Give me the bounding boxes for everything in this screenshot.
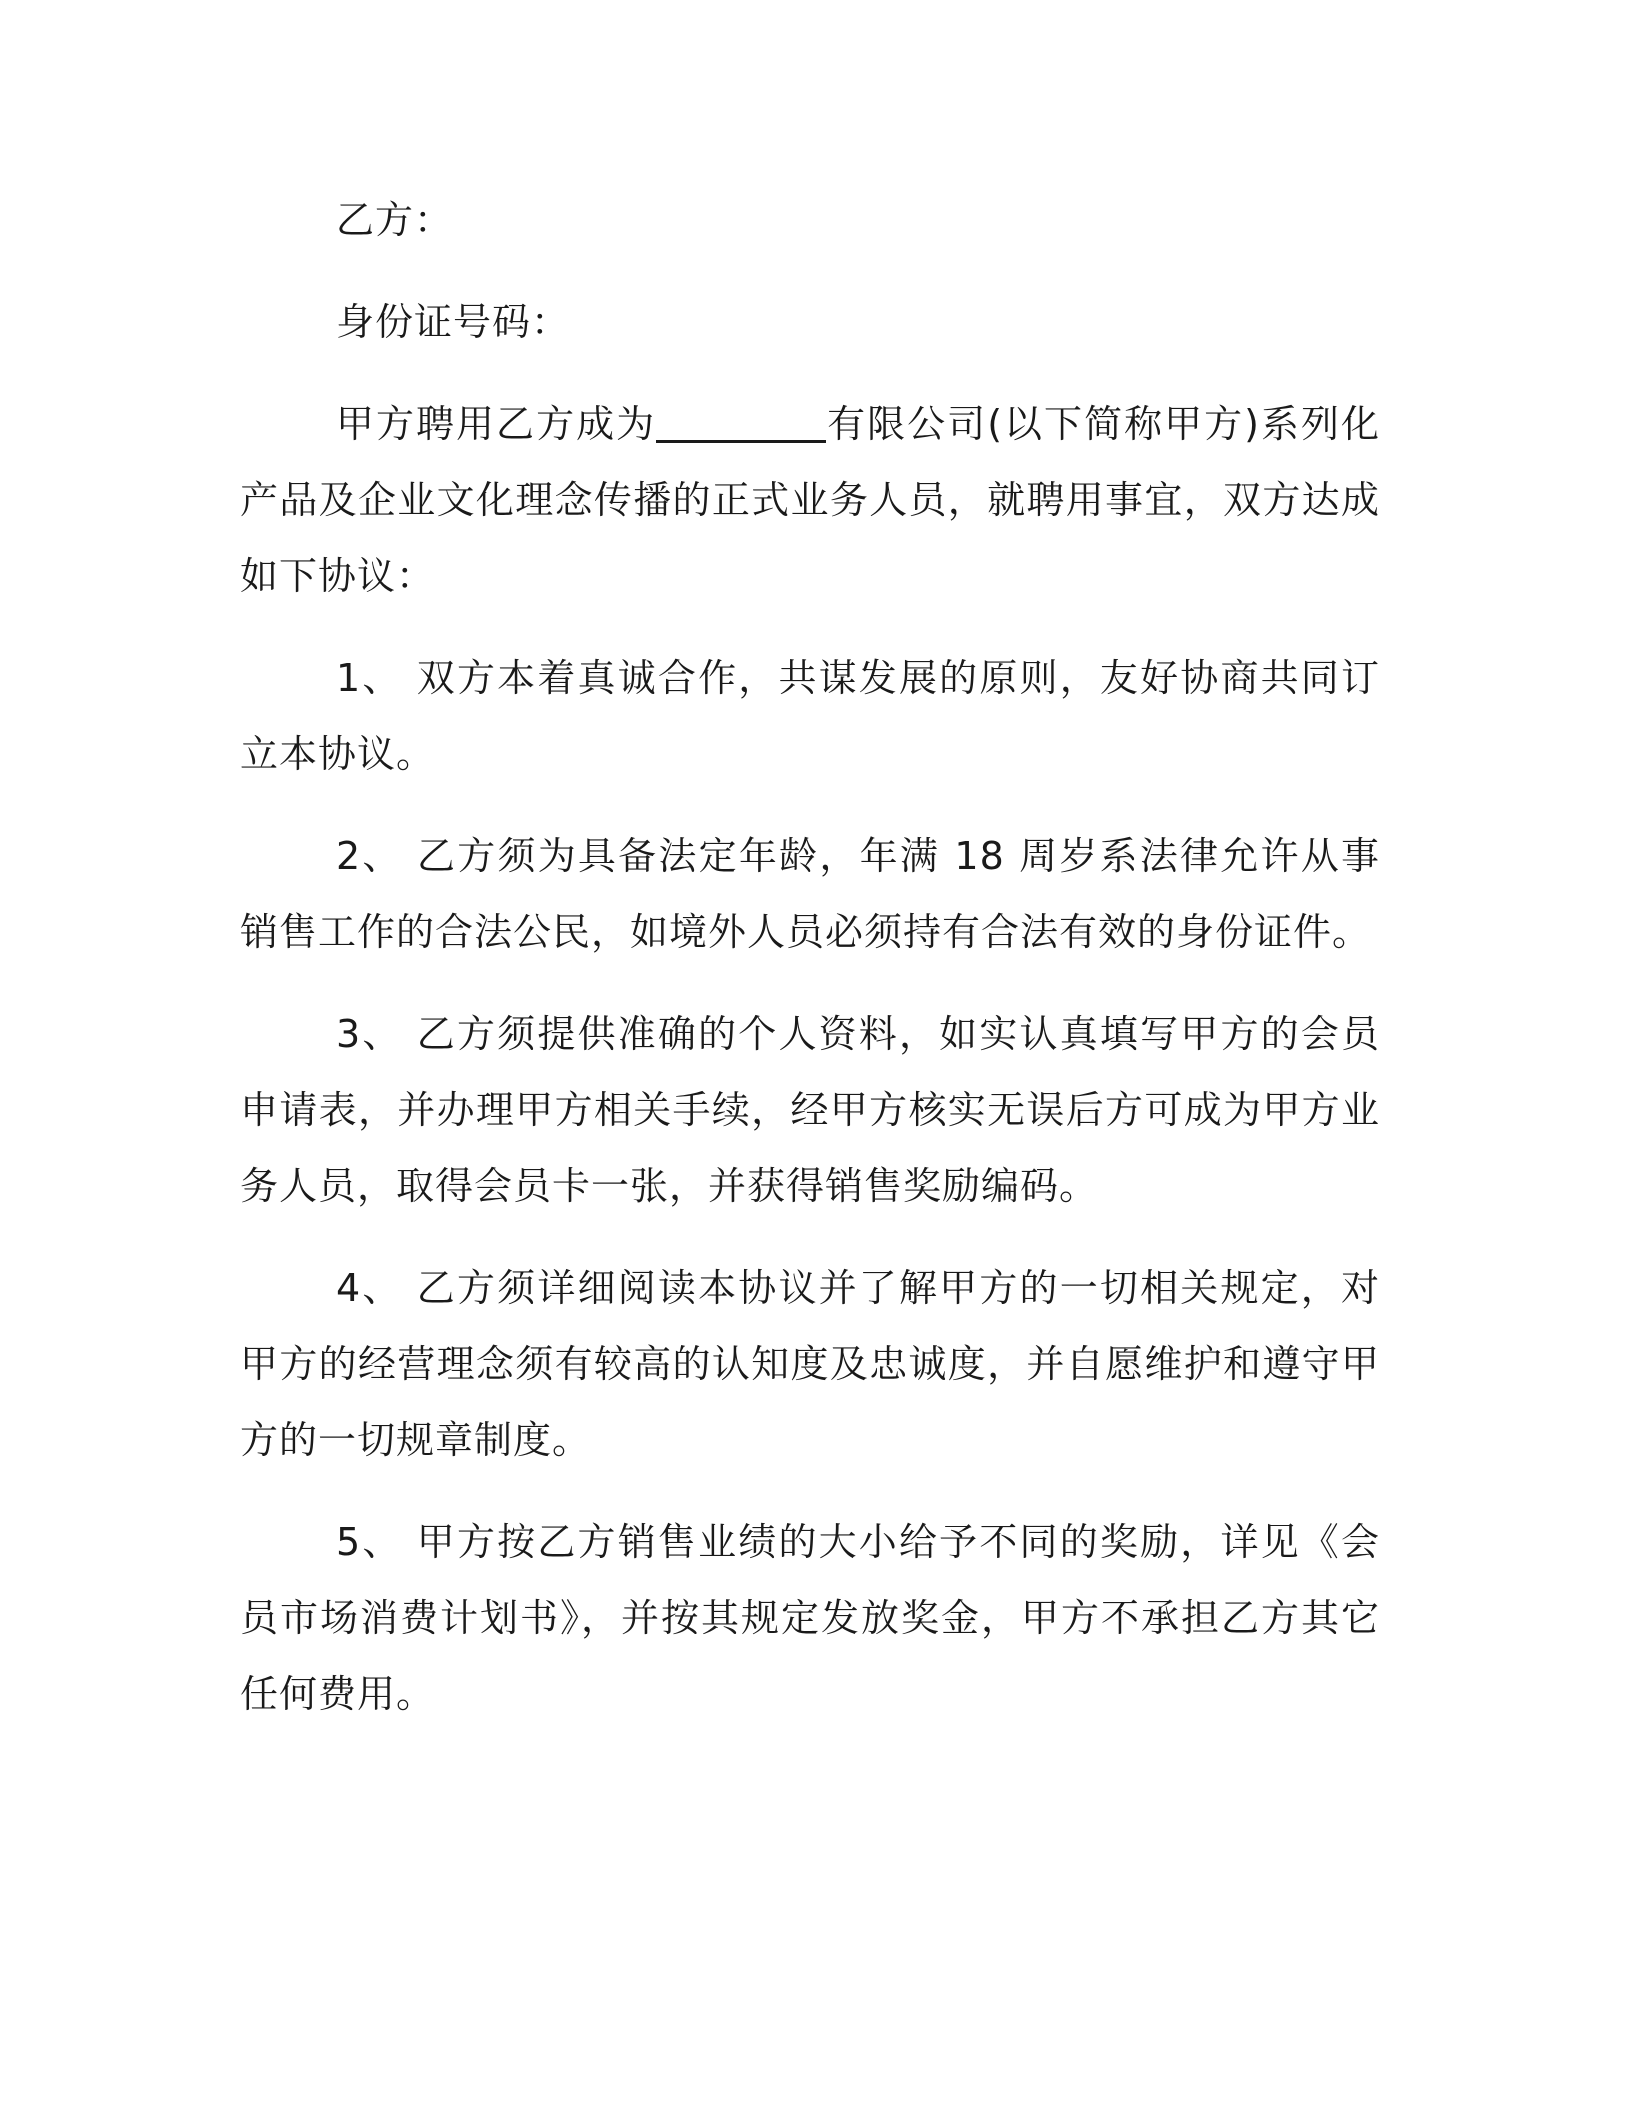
document-body [240,182,1380,1758]
company-name-blank [656,400,826,443]
intro-text-after-blank: 有限公司(以下简称甲方)系列化产品及企业文化理念传播的正式业务人员，就聘用事宜，双方达成如下协议： [240,402,1380,598]
clause-2: 2、 乙方须为具备法定年龄，年满 18 周岁系法律允许从事销售工作的合法公民，如境外人员必须持有合法有效的身份证件。 [240,834,1380,954]
id-number-label: 身份证号码： [336,300,571,344]
clause-3: 3、 乙方须提供准确的个人资料，如实认真填写甲方的会员申请表，并办理甲方相关手续，经甲方核实无误后方可成为甲方业务人员，取得会员卡一张，并获得销售奖励编码。 [240,1012,1380,1208]
intro-text-before-blank: 甲方聘用乙方成为 [336,402,657,446]
intro-paragraph [240,386,1380,614]
party-b-label: 乙方： [336,198,454,242]
clause-1: 1、 双方本着真诚合作，共谋发展的原则，友好协商共同订立本协议。 [240,656,1380,776]
clause-4: 4、 乙方须详细阅读本协议并了解甲方的一切相关规定，对甲方的经营理念须有较高的认知度及忠诚度，并自愿维护和遵守甲方的一切规章制度。 [240,1266,1380,1462]
clause-5: 5、 甲方按乙方销售业绩的大小给予不同的奖励，详见《会员市场消费计划书》，并按其规定发放奖金，甲方不承担乙方其它任何费用。 [240,1520,1380,1716]
